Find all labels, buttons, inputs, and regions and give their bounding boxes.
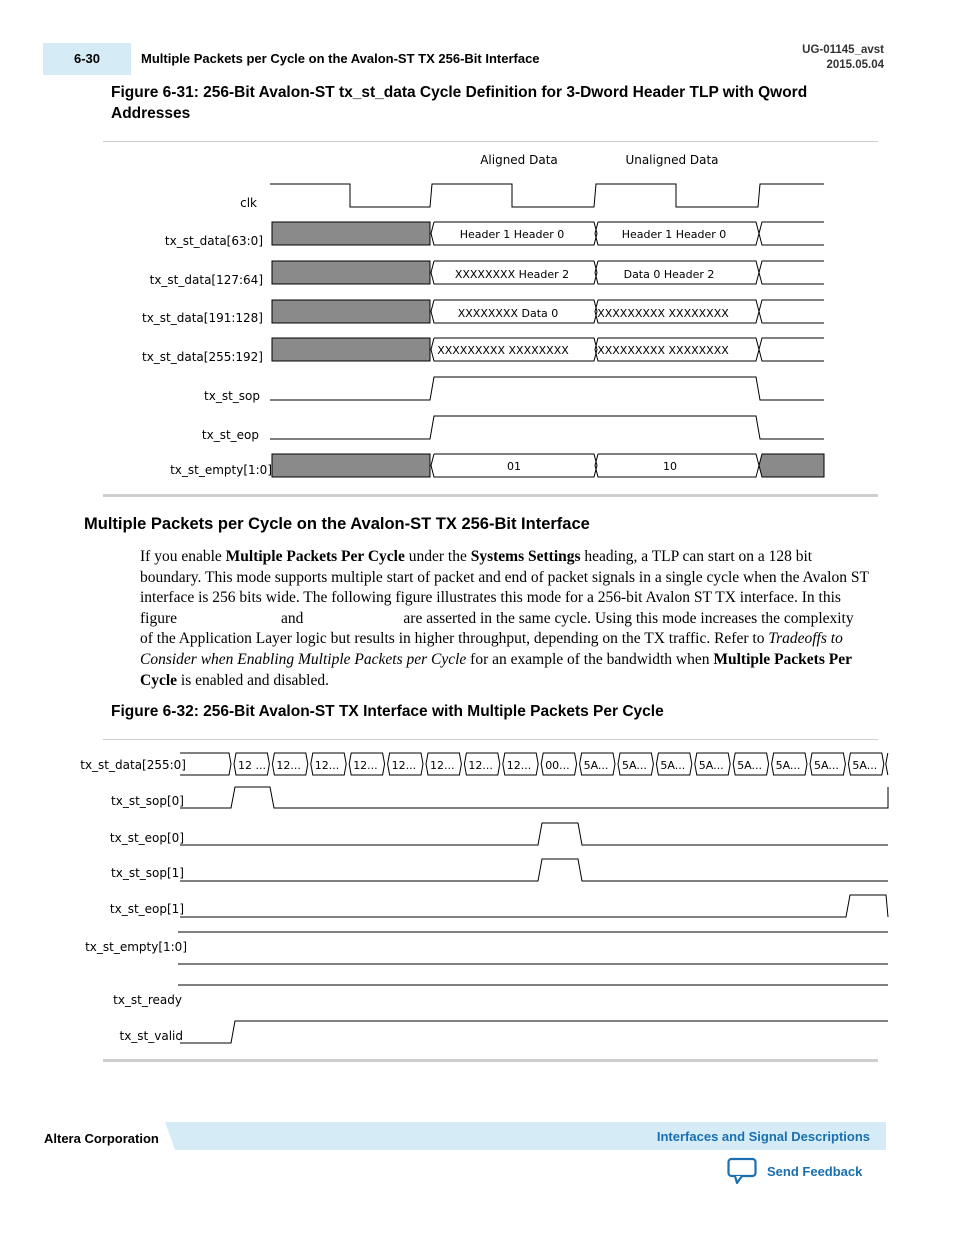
col-unaligned-label: Unaligned Data (625, 153, 719, 167)
bus-value: XXXXXXXX Header 2 (454, 268, 570, 281)
bus-value: 12... (430, 759, 455, 772)
bus-value: 12 ... (238, 759, 266, 772)
bus-value: Header 1 Header 0 (621, 228, 727, 241)
bus-value: 01 (507, 460, 521, 473)
bus-value: XXXXXXXXX XXXXXXXX (597, 344, 729, 357)
bus-value: 5A... (622, 759, 647, 772)
bus-cell-tail (886, 753, 888, 775)
figure-bottom-rule (103, 494, 878, 497)
bus-value: 5A... (775, 759, 801, 772)
signal-label: clk (240, 196, 257, 210)
signal-label: tx_st_empty[1:0] (85, 940, 187, 954)
signal-label: tx_st_valid (119, 1029, 183, 1043)
signal-label: tx_st_sop (204, 389, 260, 403)
bus-value: 5A... (852, 759, 878, 772)
footer-bar-tip (165, 1122, 175, 1150)
signal-label: tx_st_data[191:128] (141, 311, 263, 325)
bus-value: 12... (468, 759, 493, 772)
bus-value: Data 0 Header 2 (623, 268, 715, 281)
footer-section-link[interactable]: Interfaces and Signal Descriptions (656, 1129, 870, 1144)
bus-value: 12... (276, 759, 301, 772)
signal-label: tx_st_sop[0] (111, 794, 184, 808)
signal-label: tx_st_data[127:64] (149, 273, 263, 287)
signal-label: tx_st_data[255:192] (141, 350, 263, 364)
page-number: 6-30 (73, 51, 101, 66)
signal-label: tx_st_sop[1] (111, 866, 184, 880)
bus-value: XXXXXXXX Data 0 (457, 307, 559, 320)
doc-date: 2015.05.04 (826, 59, 884, 71)
bus-value: 12... (314, 759, 340, 772)
bus-value: Header 1 Header 0 (459, 228, 565, 241)
bus-value: 5A... (737, 759, 763, 772)
signal-label: tx_st_data[63:0] (164, 234, 263, 248)
signal-label: tx_st_ready (113, 993, 182, 1007)
col-aligned-label: Aligned Data (480, 153, 558, 167)
bus-value: 5A... (814, 759, 839, 772)
bus-value: 10 (663, 460, 677, 473)
figure-6-32-title: Figure 6-32: 256-Bit Avalon-ST TX Interface with Multiple Packets Per Cycle (111, 703, 664, 720)
figure-6-32-timing-diagram (0, 740, 954, 1070)
bus-value: 5A... (660, 759, 686, 772)
bus-value: 12... (506, 759, 532, 772)
bus-value: 12... (353, 759, 378, 772)
signal-label: tx_st_empty[1:0] (170, 463, 272, 477)
section-title: Multiple Packets per Cycle on the Avalon-ST TX 256-Bit Interface (84, 515, 590, 533)
figure2-bottom-rule (103, 1059, 878, 1062)
signal-label: tx_st_eop[0] (109, 831, 184, 845)
footer-company: Altera Corporation (44, 1131, 159, 1146)
bus-value: 5A... (698, 759, 724, 772)
bus-value: 12... (391, 759, 417, 772)
signal-label: tx_st_eop (201, 428, 259, 442)
section-body: If you enable Multiple Packets Per Cycle under the Systems Settings heading, a TLP can start on a 128 bit boundary. This mode supports multiple start of packet and end of packet signals in a single cycle when the Avalon ST interface is 256 bits wide. The following figure illustrates this mode for a 256-bit Avalon ST TX interface. In this figure and are asserted in the same cycle. Using this mode increases the complexity of the Application Layer logic but results in higher throughput, depending on the TX traffic. Refer to Tradeoffs to Consider when Enabling Multiple Packets per Cycle for an example of the bandwidth when Multiple Packets Per Cycle is enabled and disabled. (140, 548, 869, 689)
send-feedback-label: Send Feedback (767, 1163, 863, 1179)
signal-label: tx_st_eop[1] (109, 902, 184, 916)
bus-value: 00... (545, 759, 570, 772)
send-feedback-link[interactable] (727, 1157, 862, 1185)
signal-label: tx_st_data[255:0] (80, 758, 186, 772)
bus-value: XXXXXXXXX XXXXXXXX (597, 307, 729, 320)
figure-6-31-title: Figure 6-31: 256-Bit Avalon-ST tx_st_data Cycle Definition for 3-Dword Header TLP with Qword Addresses (111, 84, 808, 122)
doc-id: UG-01145_avst (802, 44, 884, 56)
bus-value: XXXXXXXXX XXXXXXXX (437, 344, 569, 357)
figure-6-31-timing-diagram (0, 0, 954, 500)
speech-bubble-icon (727, 1157, 757, 1185)
running-header-title: Multiple Packets per Cycle on the Avalon-ST TX 256-Bit Interface (141, 51, 540, 66)
bus-value: 5A... (583, 759, 609, 772)
